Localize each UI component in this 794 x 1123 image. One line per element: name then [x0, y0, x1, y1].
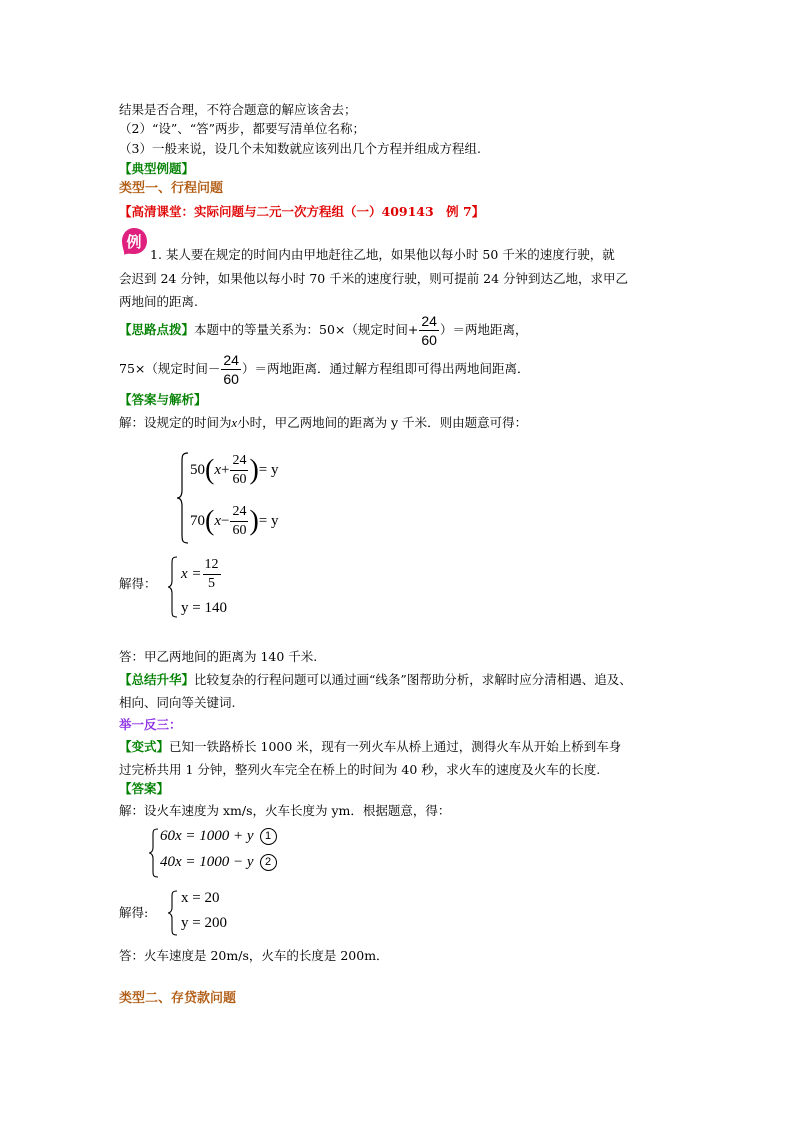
solution-final: 答：甲乙两地间的距离为 140 千米.	[119, 649, 318, 664]
solve-label-2: 解得:	[119, 905, 149, 920]
solution-x: x = $\frac{12}{5}$	[181, 557, 219, 591]
circled-number-2: 2	[260, 854, 277, 871]
course-link[interactable]: 【高清课堂：实际问题与二元一次方程组（一）409143 例 7】	[119, 204, 485, 219]
hint-text-1-end: ）＝两地距离，	[439, 322, 528, 337]
hint-text-2-end: ）＝两地距离．通过解方程组即可得出两地间距离．	[241, 361, 530, 376]
example-badge-label: 例	[126, 233, 142, 251]
problem-line-2: 会迟到 24 分钟，如果他以每小时 70 千米的速度行驶，则可提前 24 分钟到达乙地，求甲乙	[119, 271, 629, 286]
variant-equation-2: 40x = 1000 − y 2	[160, 854, 277, 871]
variant-line-1: 【变式】已知一铁路桥长 1000 米，现有一列火车从桥上通过，测得火车从开始上桥到车身	[119, 739, 622, 754]
section-heading: 【典型例题】	[119, 161, 195, 176]
left-brace-icon	[176, 452, 190, 544]
solution-y: y = 140	[181, 600, 227, 616]
hint-fraction-1: $\frac{24}{60}$	[421, 313, 437, 348]
example-badge-icon	[119, 226, 149, 256]
equation-2: 70(x− $\frac{24}{60}$ )= y	[190, 504, 279, 538]
intro-line-2: （2）“设”、“答”两步，都要写清单位名称；	[119, 121, 366, 136]
hint-fraction-2: $\frac{24}{60}$	[223, 352, 239, 387]
summary-line-2: 相向、同向等关键词.	[119, 695, 236, 710]
left-brace-icon	[167, 890, 179, 936]
hint-text-1: 本题中的等量关系为：50×（规定时间+	[194, 322, 419, 337]
equation-1: 50(x+ $\frac{24}{60}$ )= y	[190, 453, 279, 487]
answer-label: 【答案与解析】	[119, 392, 207, 407]
variant-solution-y: y = 200	[181, 915, 227, 931]
variant-solution-intro: 解：设火车速度为 xm/s，火车长度为 ym．根据题意，得：	[119, 803, 451, 818]
variant-equation-1: 60x = 1000 + y 1	[160, 828, 277, 845]
solution-intro: 解：设规定的时间为x小时，甲乙两地间的距离为 y 千米．则由题意可得：	[119, 415, 528, 430]
type2-heading: 类型二、存贷款问题	[119, 991, 237, 1006]
circled-number-1: 1	[260, 828, 277, 845]
variant-solution-final: 答：火车速度是 20m/s，火车的长度是 200m．	[119, 948, 389, 963]
variant-line-2: 过完桥共用 1 分钟，整列火车完全在桥上的时间为 40 秒，求火车的速度及火车的长度.	[119, 762, 601, 777]
summary-label: 【总结升华】	[119, 672, 195, 687]
problem-line-3: 两地间的距离.	[119, 294, 198, 309]
type1-heading: 类型一、行程问题	[119, 181, 224, 196]
summary-line-1: 【总结升华】比较复杂的行程问题可以通过画“线条”图帮助分析，求解时应分清相遇、追及、	[119, 672, 632, 687]
left-brace-icon	[167, 556, 179, 618]
practice-heading: 举一反三：	[119, 717, 182, 732]
hint-line-2	[119, 349, 529, 389]
solve-label-1: 解得：	[119, 576, 157, 591]
problem-line-1: 1. 某人要在规定的时间内由甲地赶往乙地，如果他以每小时 50 千米的速度行驶，就	[150, 247, 615, 262]
variant-answer-label: 【答案】	[119, 781, 170, 796]
intro-line-1: 结果是否合理，不符合题意的解应该舍去；	[119, 102, 357, 117]
hint-label: 【思路点拨】	[119, 322, 195, 337]
left-brace-icon	[148, 828, 160, 878]
variant-solution-x: x = 20	[181, 890, 220, 906]
intro-line-3: （3）一般来说，设几个未知数就应该列出几个方程并组成方程组.	[119, 141, 481, 156]
variant-label: 【变式】	[119, 739, 170, 754]
hint-line-1	[119, 310, 527, 350]
hint-text-2: 75×（规定时间－	[119, 361, 221, 376]
